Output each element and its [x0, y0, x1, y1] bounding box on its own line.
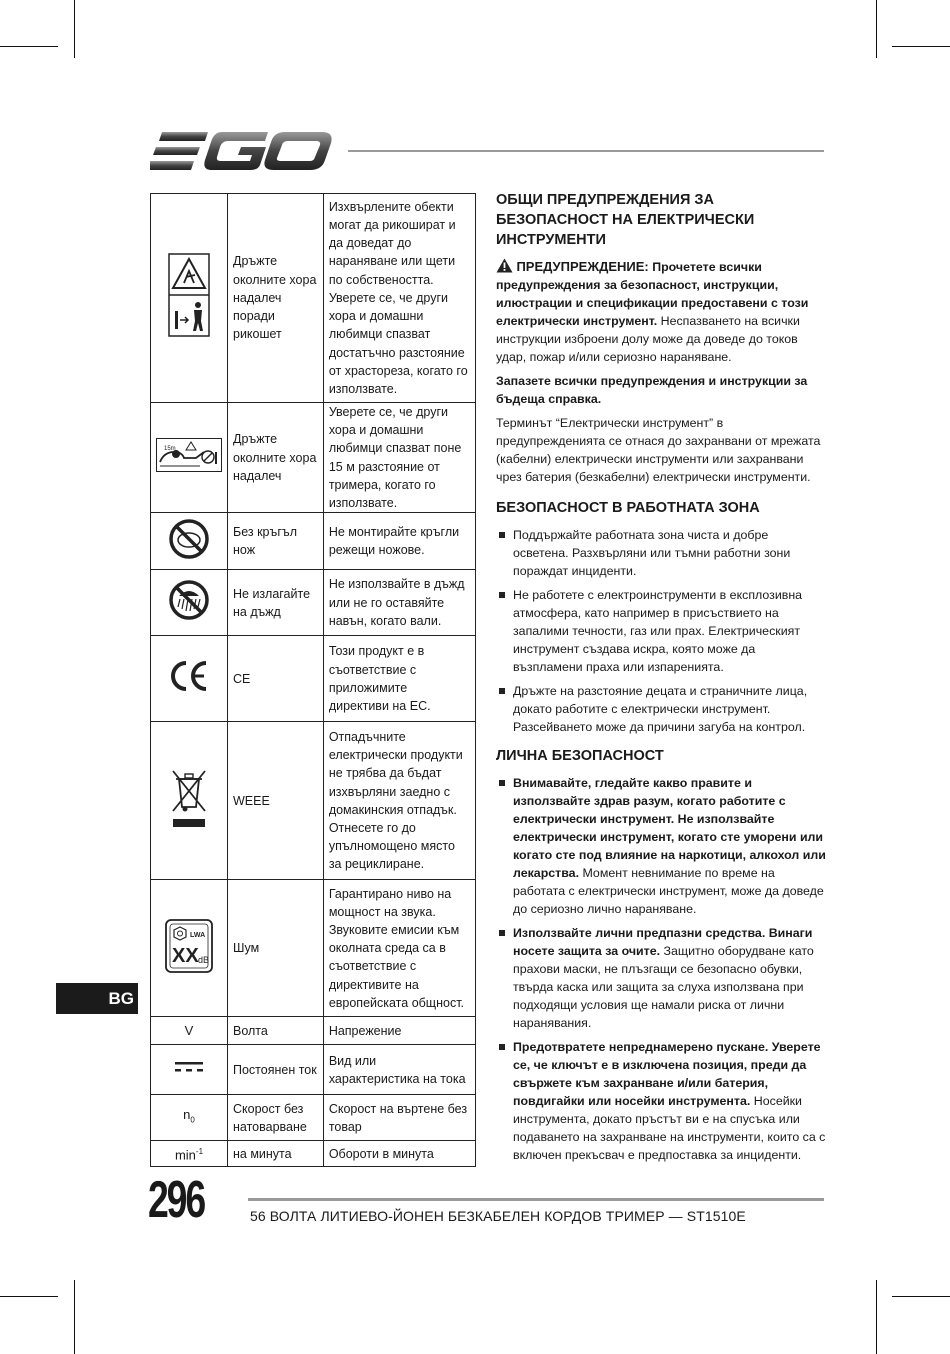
table-row	[151, 722, 476, 880]
symbol-name: Дръжте околните хора надалеч	[228, 403, 324, 513]
no-load-speed-symbol: $n_0$	[151, 1095, 228, 1141]
warning-triangle-icon	[496, 258, 513, 273]
symbol-name: Волта	[228, 1017, 324, 1045]
warning-text: Неспазването на всички инструкции изброени долу може да доведе до токов удар, пожар и/или сериозно нараняване.	[496, 314, 800, 364]
warning-paragraph	[496, 258, 826, 366]
list-item: Поддържайте работната зона чиста и добре осветена. Разхвърляни или тъмни работни зони пораждат инциденти.	[496, 526, 826, 580]
weee-bin-icon	[168, 767, 210, 829]
warning-bold-text: Прочетете всички предупреждения за безопасност, инструкции, илюстрации и спецификации предоставени с този електрически инструмент.	[496, 260, 809, 328]
noise-icon-lwa: LWA	[190, 931, 206, 939]
symbol-name: Без кръгъл нож	[228, 513, 324, 570]
save-instructions-note: Запазете всички предупреждения и инструкции за бъдеща справка.	[496, 374, 808, 406]
table-row	[151, 636, 476, 722]
work-area-list	[496, 526, 826, 736]
table-row	[151, 513, 476, 570]
symbol-desc: Отпадъчните електрически продукти не трябва да бъдат изхвърляни заедно с домакинския отпадък. Отнесете го до упълномощено място за рециклиране.	[323, 722, 475, 880]
term-note: Терминът “Електрически инструмент” в предупрежденията се отнася до захранвани от мрежата (кабелни) електрически инструменти или захранвани чрез батерия (безкабелни) електрически инструменти.	[496, 416, 821, 484]
table-row	[151, 1017, 476, 1045]
ce-mark-icon	[169, 660, 209, 692]
symbol-desc: Уверете се, че други хора и домашни любимци спазват поне 15 м разстояние от тримера, когато го използвате.	[323, 403, 475, 513]
noise-level-icon	[165, 919, 213, 973]
symbol-name: Шум	[228, 880, 324, 1017]
svg-text:15m: 15m	[164, 446, 176, 452]
language-tab: BG	[56, 983, 138, 1014]
min-symbol: $\min^{-1}$	[151, 1141, 228, 1167]
crop-mark	[876, 0, 877, 58]
symbol-desc: Напрежение	[323, 1017, 475, 1045]
symbol-name: CE	[228, 636, 324, 722]
crop-mark	[876, 1280, 877, 1354]
symbol-name: WEEE	[228, 722, 324, 880]
symbol-name: на минута	[228, 1141, 324, 1167]
crop-mark	[892, 1296, 950, 1297]
direct-current-icon	[174, 1060, 204, 1074]
ricochet-warning-icon	[168, 253, 210, 337]
section-title-general-warnings: ОБЩИ ПРЕДУПРЕЖДЕНИЯ ЗА БЕЗОПАСНОСТ НА ЕЛЕКТРИЧЕСКИ ИНСТРУМЕНТИ	[496, 192, 755, 248]
symbol-desc: Гарантирано ниво на мощност на звука. Звуковите емисии към околната среда са в съответствие с директивите на европейската общност.	[323, 880, 475, 1017]
header-rule	[348, 150, 824, 152]
table-row	[151, 570, 476, 636]
symbol-desc: Не монтирайте кръгли режещи ножове.	[323, 513, 475, 570]
table-row	[151, 1045, 476, 1095]
crop-mark	[74, 0, 75, 58]
section-title-personal-safety: ЛИЧНА БЕЗОПАСНОСТ	[496, 748, 664, 764]
footer-rule	[248, 1198, 824, 1201]
table-row	[151, 403, 476, 513]
symbol-desc: Не използвайте в дъжд или не го оставяйте навън, когато вали.	[323, 570, 475, 636]
noise-icon-value: XX	[172, 944, 199, 967]
table-row	[151, 880, 476, 1017]
table-row	[151, 1095, 476, 1141]
list-item: Предотвратете непреднамерено пускане. Уверете се, че ключът е в изключена позиция, преди да свържете към захранване и/или батерия, повдигайки или носейки инструмента. Носейки инструмента, докато пръстът ви е на спусъка или подаването на захранване на инструменти, които са с включен прекъсвач е предпоставка за инциденти.	[496, 1038, 826, 1164]
table-row	[151, 194, 476, 403]
personal-safety-list	[496, 774, 826, 1164]
page-number: 296	[148, 1171, 204, 1229]
symbol-desc: Изхвърлените обекти могат да рикошират и да доведат до нараняване или щети по собствеността. Уверете се, че други хора и домашни любимци спазват достатъчно разстояние от храстореза, когато го използвате.	[323, 194, 475, 403]
symbol-name: Не излагайте на дъжд	[228, 570, 324, 636]
list-item: Дръжте на разстояние децата и страничните лица, докато работите с електрически инструмент. Разсейването може да причини загуба на контрол.	[496, 682, 826, 736]
crop-mark	[0, 46, 58, 47]
symbol-table	[150, 193, 476, 1167]
section-title-work-area: БЕЗОПАСНОСТ В РАБОТНАТА ЗОНА	[496, 500, 760, 516]
symbol-desc: Обороти в минута	[323, 1141, 475, 1167]
symbol-name: Дръжте околните хора надалеч поради рикошет	[228, 194, 324, 403]
symbol-desc: Скорост на въртене без товар	[323, 1095, 475, 1141]
ego-logo	[150, 130, 332, 172]
symbol-desc: Този продукт е в съответствие с приложимите директиви на ЕС.	[323, 636, 475, 722]
list-item: Внимавайте, гледайте какво правите и използвайте здрав разум, когато работите с електрически инструмент. Не използвайте електрически инструмент, когато сте уморени или когато сте под влияние на наркотици, алкохол или лекарства. Момент невнимание по време на работата с електрически инструмент, може да доведе до сериозно лично нараняване.	[496, 774, 826, 918]
crop-mark	[74, 1280, 75, 1354]
symbol-name: Скорост без натоварване	[228, 1095, 324, 1141]
crop-mark	[892, 46, 950, 47]
symbol-desc: Вид или характеристика на тока	[323, 1045, 475, 1095]
safety-text-column	[496, 190, 826, 1174]
volt-symbol: V	[151, 1017, 228, 1045]
list-item: Използвайте лични предпазни средства. Винаги носете защита за очите. Защитно оборудване като прахови маски, не плъзгащи се безопасно обувки, твърда каска или защита за слуха използвана при подходящи условия ще намали риска от лични наранявания.	[496, 924, 826, 1032]
no-blade-icon	[168, 518, 210, 560]
list-item: Не работете с електроинструменти в експлозивна атмосфера, като например в присъствието на запалими течности, газ или прах. Електрическият инструмент създава искра, която може да възпламени праха или изпаренията.	[496, 586, 826, 676]
table-row	[151, 1141, 476, 1167]
footer-title: 56 ВОЛТА ЛИТИЕВО-ЙОНЕН БЕЗКАБЕЛЕН КОРДОВ ТРИМЕР — ST1510E	[250, 1208, 746, 1224]
no-rain-icon	[168, 579, 210, 621]
warning-label: ПРЕДУПРЕЖДЕНИЕ:	[516, 259, 649, 274]
crop-mark	[0, 1296, 58, 1297]
noise-icon-unit: dB	[198, 954, 210, 965]
symbol-name: Постоянен ток	[228, 1045, 324, 1095]
keep-distance-icon	[156, 438, 222, 472]
